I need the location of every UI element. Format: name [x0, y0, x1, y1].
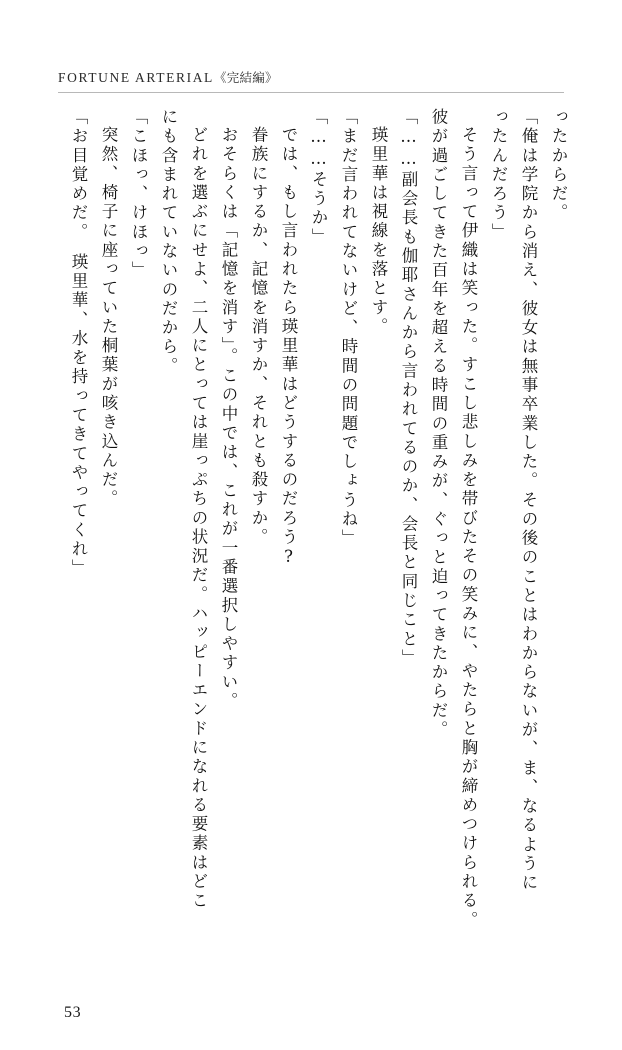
text-line: 「こほっ、けほっ」 [129, 108, 148, 281]
header-title-latin: FORTUNE ARTERIAL [58, 70, 214, 85]
header-divider [58, 92, 564, 93]
text-line: そう言って伊織は笑った。すこし悲しみを帯びたその笑みに、やたらと胸が締めつけられる。 [459, 126, 478, 930]
header-title-jp: 《完結編》 [213, 70, 278, 85]
text-line: 「まだ言われてないけど、時間の問題でしょうね」 [339, 108, 358, 549]
text-line: 瑛里華は視線を落とす。 [369, 126, 388, 337]
text-line: おそらくは「記憶を消す」。この中では、これが一番選択しやすい。 [219, 126, 238, 712]
text-line: 「……そうか」 [309, 108, 328, 247]
text-line: では、もし言われたら瑛里華はどうするのだろう? [279, 126, 298, 569]
running-header [58, 68, 564, 86]
text-line: 突然、椅子に座っていた桐葉が咳き込んだ。 [99, 126, 118, 509]
text-line: 「お目覚めだ。 瑛里華、水を持ってきてやってくれ」 [69, 108, 88, 579]
body-text-block [46, 108, 566, 988]
text-line: ったからだ。 [549, 108, 568, 223]
text-line: にも含まれていないのだから。 [159, 108, 178, 376]
text-line: 「俺は学院から消え、彼女は無事卒業した。その後のことはわからないが、ま、なるように [519, 108, 538, 893]
text-line: ったんだろう」 [489, 108, 508, 242]
text-line: 「……副会長も伽耶さんから言われてるのか、会長と同じこと」 [399, 108, 418, 669]
page-number: 53 [64, 1004, 82, 1021]
text-line: どれを選ぶにせよ、二人にとっては崖っぷちの状況だ。ハッピーエンドになれる要素はどこ [189, 126, 208, 911]
text-line: 眷族にするか、記憶を消すか、それとも殺すか。 [249, 126, 268, 548]
text-line: 彼が過ごしてきた百年を超える時間の重みが、ぐっと迫ってきたからだ。 [429, 108, 448, 740]
